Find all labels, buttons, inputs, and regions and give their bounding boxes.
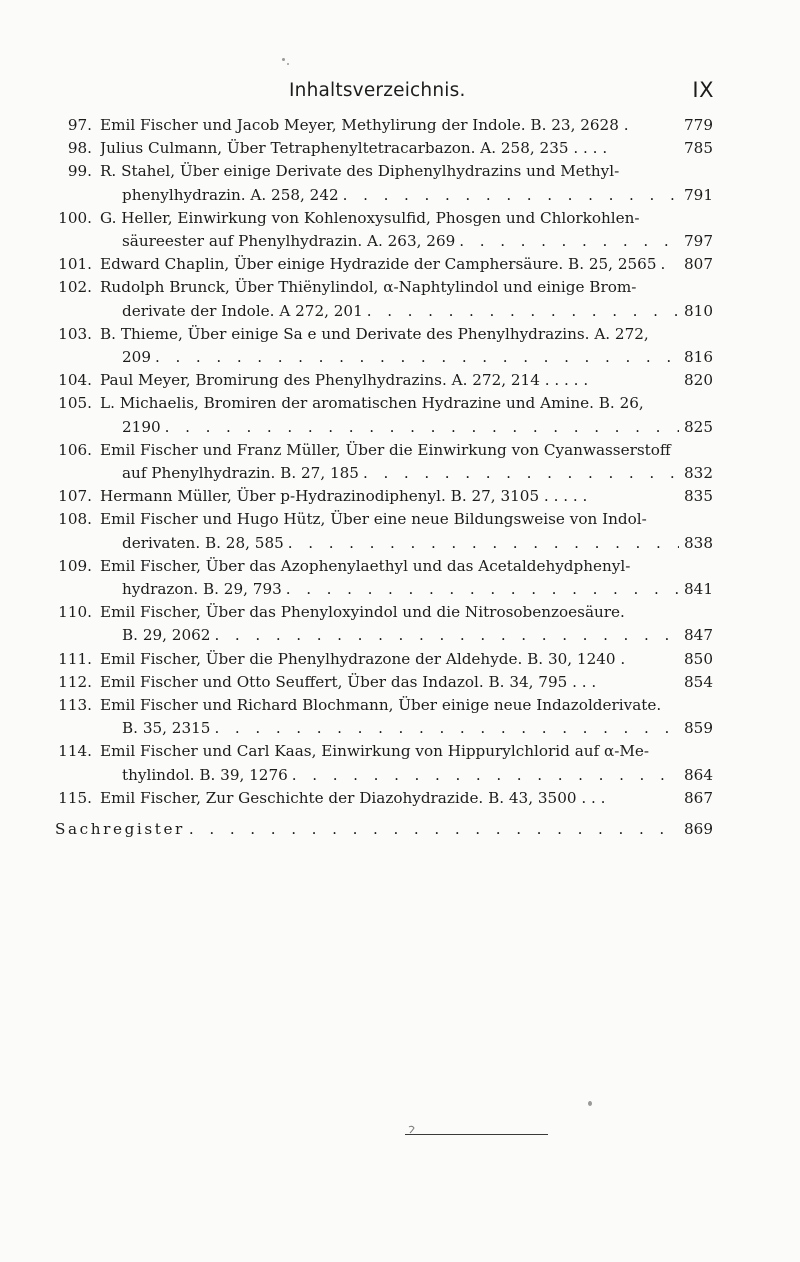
- toc-entry: [55, 276, 713, 322]
- toc-entry: [55, 740, 713, 786]
- entry-page-number: 825: [684, 417, 713, 436]
- entry-line: [100, 694, 713, 717]
- entry-text: phenylhydrazin. A. 258, 242: [122, 185, 339, 204]
- ink-speck: [282, 58, 285, 61]
- entry-line: [100, 532, 713, 555]
- entry-text: Hermann Müller, Über p-Hydrazinodiphenyl. B. 27, 3105 . . . . .: [100, 487, 588, 506]
- entry-number: 106.: [58, 440, 92, 459]
- entry-text: Julius Culmann, Über Tetraphenyltetracarbazon. A. 258, 235 . . . .: [100, 139, 608, 158]
- toc-entry: [55, 671, 713, 694]
- entry-page-number: 838: [684, 533, 713, 552]
- entry-text: derivaten. B. 28, 585: [122, 533, 284, 552]
- entry-page-number: 835: [684, 487, 713, 506]
- entry-body: [100, 114, 713, 137]
- entry-text: 2190: [122, 417, 161, 436]
- entry-line: [100, 416, 713, 439]
- entry-number: 113.: [58, 696, 92, 715]
- page-header: [67, 50, 714, 102]
- entry-number: 112.: [58, 672, 92, 691]
- entry-line: [100, 137, 713, 160]
- entry-text: Emil Fischer, Über das Azophenylaethyl und das Acetaldehydphenyl-: [100, 556, 631, 575]
- entry-page-number: 867: [684, 788, 713, 807]
- page-title: Inhaltsverzeichnis.: [289, 80, 466, 101]
- entry-line: [100, 601, 713, 624]
- entry-body: [100, 648, 713, 671]
- entry-line: [100, 717, 713, 740]
- entry-page-number: 859: [684, 719, 713, 738]
- entry-text: B. Thieme, Über einige Sa e und Derivate des Phenylhydrazins. A. 272,: [100, 324, 649, 343]
- entry-body: [100, 323, 713, 369]
- toc-entry: [55, 508, 713, 554]
- entry-page-number: 816: [684, 348, 713, 367]
- toc-entry: [55, 323, 713, 369]
- entry-text: Emil Fischer, Zur Geschichte der Diazohydrazide. B. 43, 3500 . . .: [100, 788, 606, 807]
- entry-page-number: 850: [684, 649, 713, 668]
- entry-text: B. 29, 2062: [122, 626, 211, 645]
- entry-text: Emil Fischer und Otto Seuffert, Über das Indazol. B. 34, 795 . . .: [100, 672, 597, 691]
- entry-line: [100, 578, 713, 601]
- entry-text: thylindol. B. 39, 1276: [122, 765, 288, 784]
- entry-body: [100, 369, 713, 392]
- entry-body: [100, 555, 713, 601]
- entry-text: Edward Chaplin, Über einige Hydrazide der Camphersäure. B. 25, 2565: [100, 255, 657, 274]
- entry-number: 102.: [58, 278, 92, 297]
- dot-leader: [455, 230, 679, 253]
- entry-body: [100, 276, 713, 322]
- entry-text: R. Stahel, Über einige Derivate des Diphenylhydrazins und Methyl-: [100, 162, 620, 181]
- entry-line: [100, 648, 713, 671]
- entry-body: [100, 508, 713, 554]
- toc-entry: [55, 648, 713, 671]
- entry-line: [100, 485, 713, 508]
- dot-leader: [363, 300, 679, 323]
- entry-text: Rudolph Brunck, Über Thiënylindol, α-Naphtylindol und einige Brom-: [100, 278, 637, 297]
- dot-leader: [284, 532, 679, 555]
- entry-line: [100, 555, 713, 578]
- toc-entry: [55, 114, 713, 137]
- subject-index-entry: [55, 818, 713, 841]
- entry-number: 104.: [58, 371, 92, 390]
- toc-entry: [55, 392, 713, 438]
- entry-page-number: 791: [684, 185, 713, 204]
- dot-leader: [185, 818, 679, 841]
- entry-body: [100, 207, 713, 253]
- entry-number: 108.: [58, 510, 92, 529]
- entry-body: [100, 485, 713, 508]
- entry-number: 97.: [67, 116, 92, 134]
- entry-text: Emil Fischer, Über die Phenylhydrazone der Aldehyde. B. 30, 1240 .: [100, 649, 626, 668]
- entry-body: [100, 671, 713, 694]
- toc-entry: [55, 601, 713, 647]
- entry-body: [100, 694, 713, 740]
- entry-number: 105.: [58, 394, 92, 413]
- entry-text: Emil Fischer und Hugo Hütz, Über eine neue Bildungsweise von Indol-: [100, 510, 647, 529]
- entry-page-number: 854: [684, 672, 713, 691]
- entry-number: 107.: [58, 487, 92, 506]
- footer-rule: [405, 1134, 548, 1135]
- entry-line: [100, 392, 713, 415]
- subject-index-label: Sachregister: [55, 820, 185, 839]
- entry-number: 103.: [58, 324, 92, 343]
- entry-line: [100, 230, 713, 253]
- entry-number: 109.: [58, 556, 92, 575]
- toc-entry: [55, 160, 713, 206]
- entry-line: [100, 764, 713, 787]
- entry-line: [100, 787, 713, 810]
- entry-text: B. 35, 2315: [122, 719, 211, 738]
- entry-text: G. Heller, Einwirkung von Kohlenoxysulfid, Phosgen und Chlorkohlen-: [100, 208, 640, 227]
- toc-entry: [55, 485, 713, 508]
- dot-leader: [151, 346, 679, 369]
- entry-text: Emil Fischer und Carl Kaas, Einwirkung von Hippurylchlorid auf α-Me-: [100, 742, 650, 761]
- dot-leader: [210, 717, 679, 740]
- entry-page-number: 785: [684, 139, 713, 158]
- entry-number: 110.: [58, 603, 92, 622]
- footer-rule-mark: [396, 1115, 550, 1139]
- entry-number: 101.: [58, 255, 92, 274]
- entry-line: [100, 276, 713, 299]
- entry-line: [100, 323, 713, 346]
- entry-number: 111.: [58, 649, 92, 668]
- entry-number: 98.: [67, 139, 92, 158]
- entry-line: [100, 624, 713, 647]
- entry-text: Emil Fischer, Über das Phenyloxyindol und die Nitrosobenzoesäure.: [100, 603, 625, 622]
- entry-page-number: 797: [684, 232, 713, 251]
- entry-text: auf Phenylhydrazin. B. 27, 185: [122, 464, 359, 483]
- entry-text: Emil Fischer und Jacob Meyer, Methylirung der Indole. B. 23, 2628 .: [100, 116, 629, 134]
- toc-entry: [55, 787, 713, 810]
- page-numeral: IX: [692, 78, 714, 102]
- entry-body: [100, 601, 713, 647]
- entry-text: L. Michaelis, Bromiren der aromatischen Hydrazine und Amine. B. 26,: [100, 394, 644, 413]
- entry-number: 114.: [58, 742, 92, 761]
- table-of-contents: [55, 114, 713, 841]
- entry-line: [100, 462, 713, 485]
- entry-line: [100, 439, 713, 462]
- entry-line: [100, 253, 713, 276]
- subject-index-page-number: 869: [684, 820, 713, 839]
- entry-line: [100, 508, 713, 531]
- entry-body: [100, 253, 713, 276]
- entry-line: [100, 184, 713, 207]
- toc-entry: [55, 253, 713, 276]
- entry-page-number: 779: [684, 116, 713, 134]
- entry-page-number: 864: [684, 765, 713, 784]
- entry-line: [100, 160, 713, 183]
- entry-text: derivate der Indole. A 272, 201: [122, 301, 363, 320]
- entry-text: 209: [122, 348, 151, 367]
- ink-speck: [588, 1101, 592, 1106]
- toc-entry: [55, 369, 713, 392]
- entry-body: [100, 787, 713, 810]
- entry-body: [100, 740, 713, 786]
- entry-page-number: 841: [684, 580, 713, 599]
- entry-number: 100.: [58, 208, 92, 227]
- entry-body: [100, 137, 713, 160]
- dot-leader: [161, 416, 679, 439]
- entry-number: 115.: [58, 788, 92, 807]
- entry-line: [100, 740, 713, 763]
- dot-leader: [282, 578, 679, 601]
- dot-leader: [657, 253, 680, 276]
- entry-line: [100, 207, 713, 230]
- dot-leader: [339, 184, 679, 207]
- entry-text: säureester auf Phenylhydrazin. A. 263, 269: [122, 232, 456, 251]
- ink-speck: [287, 63, 289, 65]
- dot-leader: [359, 462, 679, 485]
- entry-line: [100, 346, 713, 369]
- toc-entry: [55, 555, 713, 601]
- dot-leader: [288, 764, 679, 787]
- entry-text: hydrazon. B. 29, 793: [122, 580, 282, 599]
- entry-body: [100, 439, 713, 485]
- entry-line: [100, 369, 713, 392]
- dot-leader: [210, 624, 679, 647]
- entry-page-number: 820: [684, 371, 713, 390]
- entry-body: [100, 392, 713, 438]
- entry-body: [100, 160, 713, 206]
- entry-line: [100, 114, 713, 137]
- entry-page-number: 810: [684, 301, 713, 320]
- entry-line: [100, 300, 713, 323]
- entry-text: Emil Fischer und Richard Blochmann, Über einige neue Indazolderivate.: [100, 696, 662, 715]
- entry-page-number: 832: [684, 464, 713, 483]
- entry-page-number: 847: [684, 626, 713, 645]
- entry-text: Paul Meyer, Bromirung des Phenylhydrazins. A. 272, 214 . . . . .: [100, 371, 589, 390]
- toc-entry: [55, 137, 713, 160]
- toc-entry: [55, 207, 713, 253]
- entry-text: Emil Fischer und Franz Müller, Über die Einwirkung von Cyanwasserstoff: [100, 440, 671, 459]
- entry-page-number: 807: [684, 255, 713, 274]
- toc-entry: [55, 439, 713, 485]
- entry-number: 99.: [67, 162, 92, 181]
- entry-line: [100, 671, 713, 694]
- toc-entry: [55, 694, 713, 740]
